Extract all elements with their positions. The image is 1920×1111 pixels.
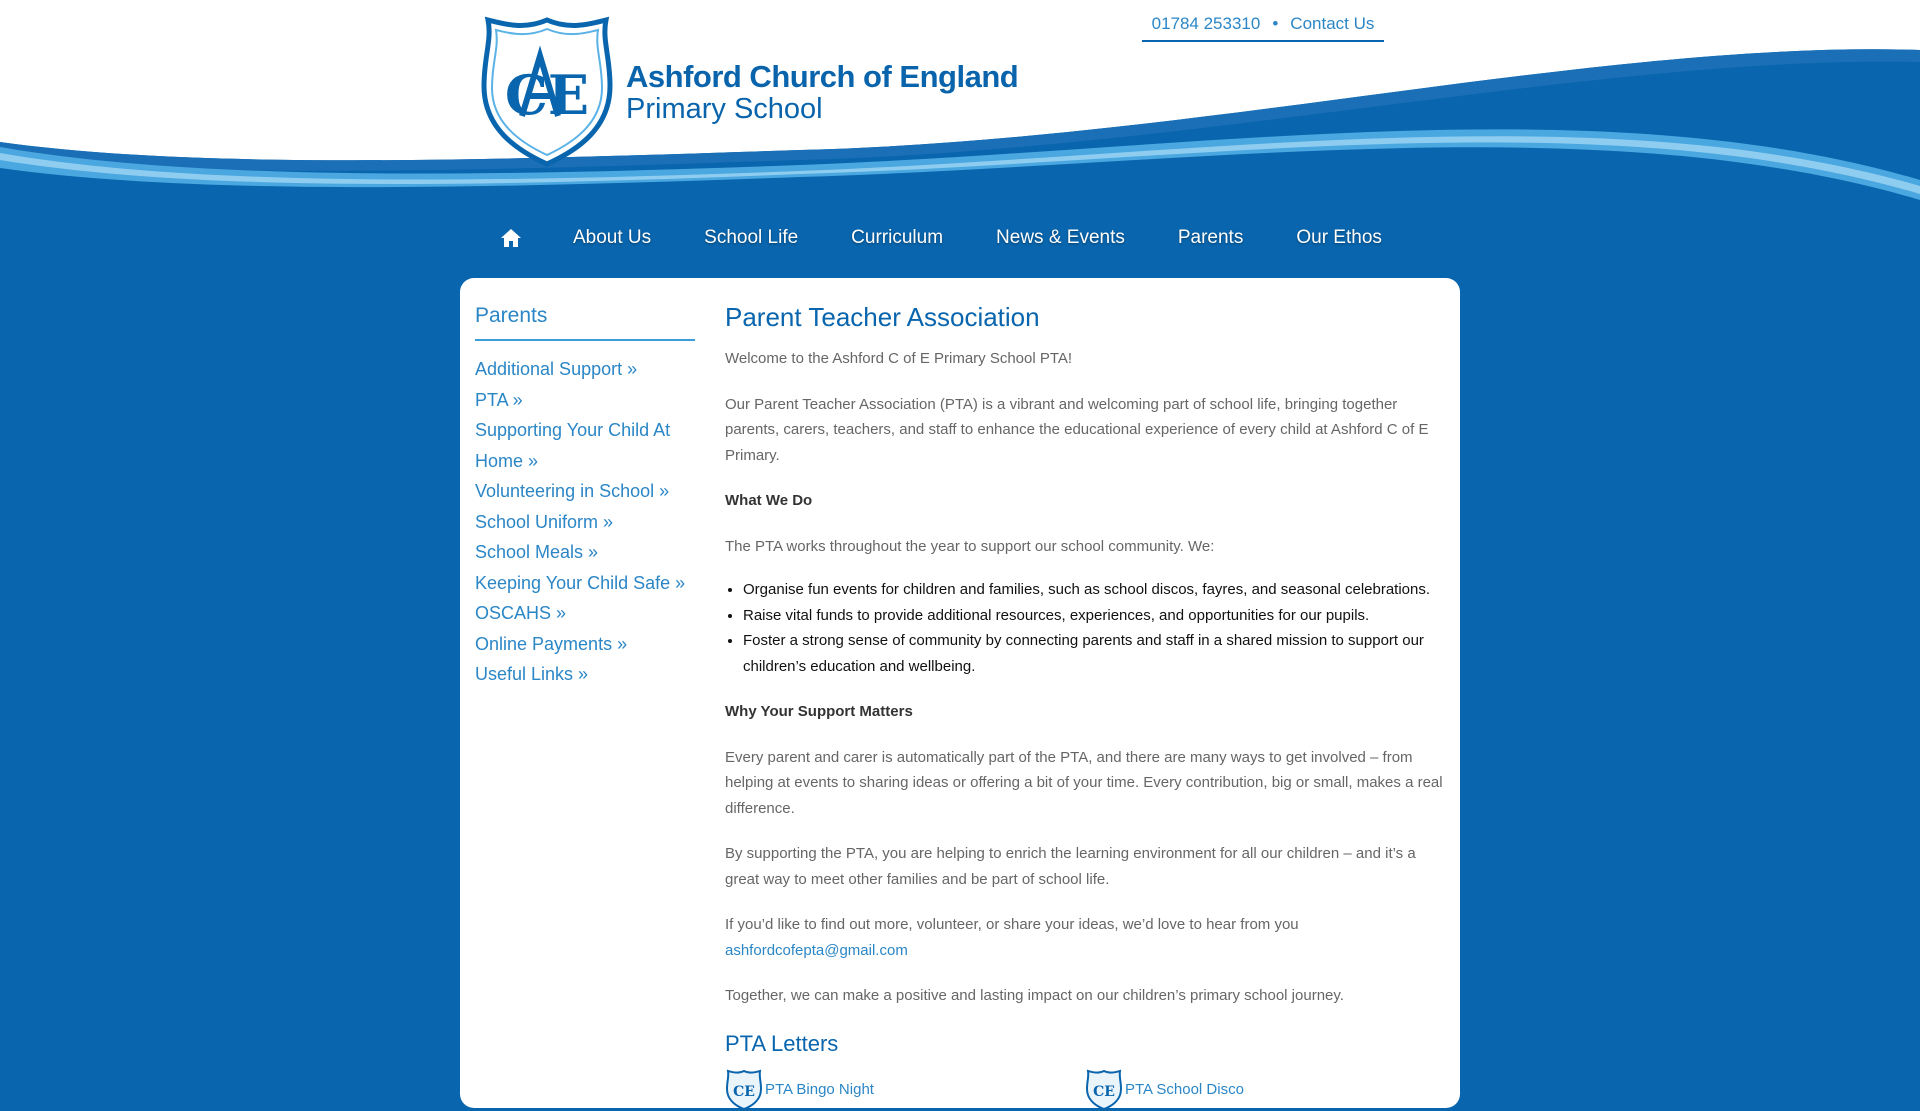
phone-link[interactable]: 01784 253310 bbox=[1151, 14, 1261, 33]
school-crest-icon bbox=[725, 1069, 763, 1111]
svg-text:CE: CE bbox=[733, 1083, 755, 1100]
why-support-heading: Why Your Support Matters bbox=[725, 703, 913, 720]
letter-item-disco[interactable] bbox=[1085, 1069, 1445, 1111]
nav-school-life[interactable]: School Life bbox=[704, 227, 799, 248]
school-crest-icon bbox=[480, 16, 614, 168]
sidebar bbox=[475, 304, 695, 690]
school-name: Ashford Church of England bbox=[626, 59, 1019, 94]
sidebar-item-school-uniform[interactable]: School Uniform » bbox=[475, 511, 614, 532]
pta-letters-heading: PTA Letters bbox=[725, 1030, 839, 1056]
what-we-do-heading: What We Do bbox=[725, 492, 813, 509]
support-paragraph-2: By supporting the PTA, you are helping to enrich the learning environment for all our children – and it’s a great way to meet other families and be part of school life. bbox=[725, 845, 1416, 888]
content-panel bbox=[460, 278, 1460, 1108]
pta-email-link[interactable]: ashfordcofepta@gmail.com bbox=[725, 941, 908, 959]
sidebar-item-useful-links[interactable]: Useful Links » bbox=[475, 664, 589, 684]
support-paragraph-1: Every parent and carer is automatically part of the PTA, and there are many ways to get involved – from helping at events to sharing ideas or offering a bit of your time. Every contribution, big or small, makes a real difference. bbox=[725, 748, 1443, 817]
sidebar-item-additional-support[interactable]: Additional Support » bbox=[475, 359, 638, 379]
sidebar-item-keeping-child-safe[interactable]: Keeping Your Child Safe » bbox=[475, 572, 686, 593]
sidebar-item-supporting-your-child[interactable]: Supporting Your Child At Home » bbox=[475, 420, 671, 471]
intro-paragraph: Welcome to the Ashford C of E Primary School PTA! bbox=[725, 350, 1073, 367]
school-crest-icon bbox=[1085, 1069, 1123, 1111]
nav-curriculum[interactable]: Curriculum bbox=[851, 227, 944, 248]
what-we-do-paragraph: The PTA works throughout the year to support our school community. We: bbox=[725, 537, 1215, 555]
contact-us-link[interactable]: Contact Us bbox=[1290, 14, 1375, 33]
svg-text:CE: CE bbox=[504, 63, 590, 127]
letter-item-bingo[interactable] bbox=[725, 1069, 1085, 1111]
top-contact-bar bbox=[1142, 8, 1384, 42]
activities-list bbox=[725, 577, 1445, 679]
sidebar-item-oscahs[interactable]: OSCAHS » bbox=[475, 603, 567, 623]
list-item: • Foster a strong sense of community by connecting parents and staff in a shared mission to support our children’s education and wellbeing. bbox=[743, 628, 1445, 679]
home-icon[interactable] bbox=[500, 227, 522, 249]
sidebar-list bbox=[475, 354, 695, 690]
separator: • bbox=[1272, 14, 1279, 33]
contact-paragraph bbox=[725, 912, 1445, 963]
nav-parents[interactable]: Parents bbox=[1177, 227, 1244, 248]
contact-text: If you’d like to find out more, volunteer, or share your ideas, we’d love to hear from you bbox=[725, 916, 1299, 933]
list-item: • Organise fun events for children and families, such as school discos, fayres, and seasonal celebrations. bbox=[743, 577, 1445, 603]
letter-link[interactable]: PTA Bingo Night bbox=[765, 1080, 874, 1098]
school-subtitle: Primary School bbox=[626, 93, 823, 125]
letter-link[interactable]: PTA School Disco bbox=[1125, 1080, 1244, 1098]
sidebar-item-school-meals[interactable]: School Meals » bbox=[475, 542, 599, 562]
nav-news-events[interactable]: News & Events bbox=[996, 227, 1125, 248]
list-item: • Raise vital funds to provide additional resources, experiences, and opportunities for our pupils. bbox=[743, 603, 1445, 629]
school-logo[interactable] bbox=[480, 16, 1018, 168]
page-title: Parent Teacher Association bbox=[725, 302, 1040, 332]
sidebar-item-online-payments[interactable]: Online Payments » bbox=[475, 633, 628, 654]
sidebar-title: Parents bbox=[475, 304, 695, 341]
main-nav bbox=[500, 220, 1435, 256]
nav-our-ethos[interactable]: Our Ethos bbox=[1296, 227, 1382, 248]
pta-letters-list bbox=[725, 1069, 1445, 1111]
sidebar-item-pta[interactable]: PTA » bbox=[475, 389, 523, 410]
sidebar-item-volunteering[interactable]: Volunteering in School » bbox=[475, 481, 670, 501]
about-paragraph: Our Parent Teacher Association (PTA) is a vibrant and welcoming part of school life, bringing together parents, carers, teachers, and staff to enhance the educational experience of every child at Ashford C of E Primary. bbox=[725, 395, 1429, 464]
main-content bbox=[725, 300, 1445, 1111]
nav-about-us[interactable]: About Us bbox=[573, 227, 652, 248]
svg-text:CE: CE bbox=[1093, 1083, 1115, 1100]
closing-paragraph: Together, we can make a positive and lasting impact on our children’s primary school journey. bbox=[725, 987, 1344, 1004]
